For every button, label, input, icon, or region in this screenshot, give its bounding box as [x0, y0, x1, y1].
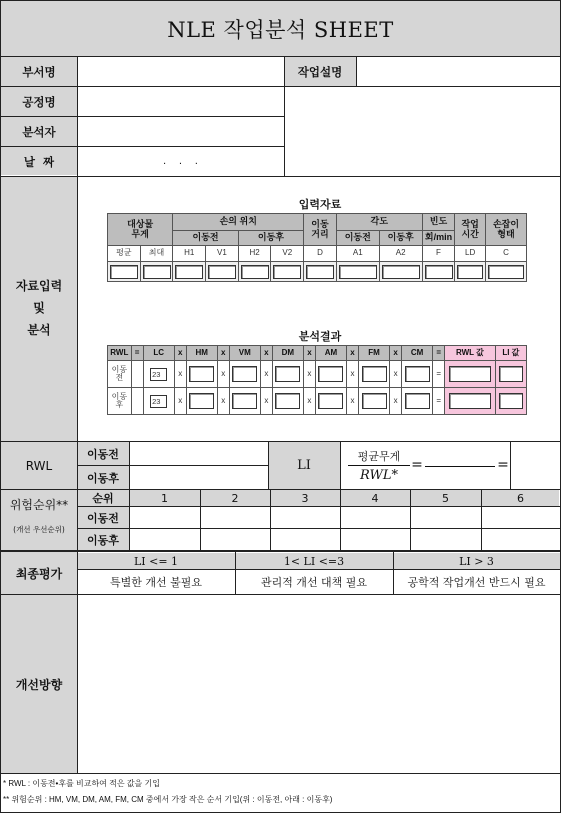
hand-after-header: 이동후 [238, 231, 303, 246]
vm-after[interactable] [232, 393, 257, 409]
formula-answer-line[interactable] [425, 466, 495, 467]
input-h1[interactable] [175, 265, 203, 279]
lc-before[interactable]: 23 [150, 368, 167, 381]
formula-fraction-bar [348, 465, 410, 466]
sub-header-h2: H2 [238, 246, 271, 262]
footnote-2: ** 위험순위 : HM, VM, DM, AM, FM, CM 중에서 가장 작은 순서 기입(위 : 이동전, 아래 : 이동후) [3, 795, 333, 804]
input-ld[interactable] [457, 265, 483, 279]
rank-after-cell-5[interactable] [411, 529, 480, 549]
x-sign: x [260, 361, 272, 388]
li-value-after[interactable] [499, 393, 523, 409]
rank-before-cell-6[interactable] [482, 507, 559, 527]
analysis-result-title: 분석결과 [298, 330, 342, 343]
result-header-eq2: = [433, 346, 445, 361]
dm-after[interactable] [275, 393, 300, 409]
li-label: LI [297, 458, 311, 473]
angle-before-header: 이동전 [336, 231, 379, 246]
rwl-after-label: 이동후 [87, 471, 119, 485]
input-data-table [107, 213, 527, 282]
work-time-header: 작업 시간 [455, 214, 486, 246]
result-header-li-value: LI 값 [495, 346, 526, 361]
improvement-area[interactable] [78, 595, 559, 772]
hm-before[interactable] [189, 366, 214, 382]
input-h2[interactable] [241, 265, 269, 279]
rank-3: 3 [301, 491, 309, 505]
analysis-result-table [107, 345, 527, 415]
rank-after-cell-2[interactable] [201, 529, 269, 549]
risk-rank-label: 위험순위** [9, 497, 69, 512]
rank-after-cell-4[interactable] [341, 529, 409, 549]
x-sign: x [390, 388, 402, 415]
result-header-x1: x [174, 346, 186, 361]
angle-header: 각도 [336, 214, 422, 231]
eq-sign: = [433, 388, 445, 415]
input-section-label-1: 자료입력 [15, 278, 63, 293]
task-desc-area[interactable] [285, 87, 559, 175]
rwl-after-field[interactable] [130, 466, 267, 488]
input-a2[interactable] [382, 265, 420, 279]
am-before[interactable] [318, 366, 343, 382]
rank-5: 5 [442, 491, 449, 505]
hand-before-header: 이동전 [173, 231, 238, 246]
input-c[interactable] [488, 265, 524, 279]
task-desc-field[interactable] [357, 57, 559, 85]
formula-denominator: RWL* [360, 467, 398, 483]
sub-header-ld: LD [455, 246, 486, 262]
frequency-unit-header: 회/min [422, 231, 455, 246]
x-sign: x [304, 388, 316, 415]
li-value-before[interactable] [499, 366, 523, 382]
grip-type-header: 손잡이 형태 [486, 214, 527, 246]
risk-rank-sub-label: (개선 우선순위) [13, 524, 65, 534]
move-distance-header: 이동 거리 [304, 214, 337, 246]
sub-header-a1: A1 [336, 246, 379, 262]
rwl-before-label: 이동전 [87, 447, 119, 461]
result-header-eq1: = [131, 346, 143, 361]
sub-header-h1: H1 [173, 246, 206, 262]
am-after[interactable] [318, 393, 343, 409]
x-sign: x [174, 388, 186, 415]
sub-header-a2: A2 [379, 246, 422, 262]
formula-numerator: 평균무게 [357, 450, 401, 463]
dept-label: 부서명 [22, 64, 56, 79]
rank-before-cell-4[interactable] [341, 507, 409, 527]
result-header-rwl: RWL [108, 346, 132, 361]
rank-2: 2 [231, 491, 239, 505]
formula-eq1: = [411, 457, 423, 473]
fm-after[interactable] [362, 393, 387, 409]
input-v1[interactable] [208, 265, 236, 279]
rwl-label: RWL [25, 458, 53, 473]
result-header-cm: CM [402, 346, 433, 361]
rwl-value-after[interactable] [449, 393, 491, 409]
result-mid[interactable]: 관리적 개선 대책 필요 [260, 576, 368, 589]
criteria-mid: 1< LI <=3 [283, 554, 345, 568]
result-header-dm: DM [272, 346, 303, 361]
improvement-label: 개선방향 [15, 677, 63, 692]
input-section-label-2: 및 [33, 300, 45, 315]
sub-header-v2: V2 [271, 246, 304, 262]
rwl-value-before[interactable] [449, 366, 491, 382]
rank-6: 6 [517, 491, 524, 505]
criteria-low: LI <= 1 [133, 554, 179, 568]
dept-field[interactable] [78, 57, 283, 85]
frequency-header: 빈도 [422, 214, 455, 231]
cm-after[interactable] [405, 393, 430, 409]
result-header-x4: x [304, 346, 316, 361]
sub-header-c: C [486, 246, 527, 262]
angle-after-header: 이동후 [379, 231, 422, 246]
page-title: NLE 작업분석 SHEET [167, 17, 394, 42]
task-desc-label: 작업설명 [297, 64, 343, 79]
x-sign: x [174, 361, 186, 388]
rank-after-cell-6[interactable] [482, 529, 559, 549]
input-f[interactable] [425, 265, 453, 279]
sub-header-v1: V1 [206, 246, 239, 262]
rank-after-cell-3[interactable] [271, 529, 339, 549]
hand-position-header: 손의 위치 [173, 214, 304, 231]
dm-before[interactable] [275, 366, 300, 382]
sub-header-avg: 평균 [108, 246, 141, 262]
result-header-x2: x [217, 346, 229, 361]
result-header-am: AM [315, 346, 346, 361]
analyst-field[interactable] [78, 117, 283, 145]
result-header-x6: x [390, 346, 402, 361]
input-data-title: 입력자료 [298, 198, 342, 211]
rank-before-cell-5[interactable] [411, 507, 480, 527]
date-label: 날 짜 [23, 154, 55, 169]
input-d[interactable] [306, 265, 334, 279]
x-sign: x [260, 388, 272, 415]
date-field[interactable]: . . . [163, 156, 198, 167]
object-weight-header: 대상물 무게 [108, 214, 173, 246]
result-row-after [108, 388, 527, 415]
cm-before[interactable] [405, 366, 430, 382]
x-sign: x [347, 388, 359, 415]
input-a1[interactable] [339, 265, 377, 279]
result-row-before-label: 이동 전 [108, 361, 132, 388]
result-header-rwl-value: RWL 값 [445, 346, 496, 361]
rank-before-cell-1[interactable] [130, 507, 199, 527]
process-field[interactable] [78, 87, 283, 115]
hm-after[interactable] [189, 393, 214, 409]
formula-eq2: = [497, 457, 509, 473]
vm-before[interactable] [232, 366, 257, 382]
fm-before[interactable] [362, 366, 387, 382]
x-sign: x [217, 361, 229, 388]
sub-header-max: 최대 [140, 246, 173, 262]
x-sign: x [304, 361, 316, 388]
lc-after[interactable]: 23 [150, 395, 167, 408]
rank-row-label: 순위 [92, 492, 114, 505]
result-header-fm: FM [358, 346, 389, 361]
rank-after-cell-1[interactable] [130, 529, 199, 549]
x-sign: x [390, 361, 402, 388]
analyst-label: 분석자 [22, 124, 56, 139]
result-header-lc: LC [143, 346, 174, 361]
input-section-label-3: 분석 [27, 322, 51, 337]
final-eval-label: 최종평가 [15, 567, 63, 581]
sub-header-d: D [304, 246, 337, 262]
eq-sign: = [433, 361, 445, 388]
sub-header-f: F [422, 246, 455, 262]
input-v2[interactable] [273, 265, 301, 279]
result-header-x3: x [260, 346, 272, 361]
rank-before-label: 이동전 [87, 511, 119, 525]
rwl-before-field[interactable] [130, 442, 267, 464]
rank-before-cell-3[interactable] [271, 507, 339, 527]
rank-1: 1 [161, 491, 168, 505]
x-sign: x [347, 361, 359, 388]
rank-before-cell-2[interactable] [201, 507, 269, 527]
input-max-weight[interactable] [143, 265, 171, 279]
criteria-high: LI > 3 [459, 554, 494, 568]
input-avg-weight[interactable] [110, 265, 138, 279]
rank-4: 4 [371, 491, 379, 505]
result-header-vm: VM [229, 346, 260, 361]
x-sign: x [217, 388, 229, 415]
process-label: 공정명 [22, 94, 56, 109]
result-row-after-label: 이동 후 [108, 388, 132, 415]
result-header-hm: HM [186, 346, 217, 361]
result-high[interactable]: 공학적 작업개선 반드시 필요 [407, 576, 546, 589]
footnote-1: * RWL : 이동전•후를 비교하여 적은 값을 기입 [3, 779, 160, 788]
result-header-x5: x [347, 346, 359, 361]
result-row-before [108, 361, 527, 388]
result-low[interactable]: 특별한 개선 불필요 [109, 576, 202, 589]
rank-after-label: 이동후 [87, 533, 119, 547]
